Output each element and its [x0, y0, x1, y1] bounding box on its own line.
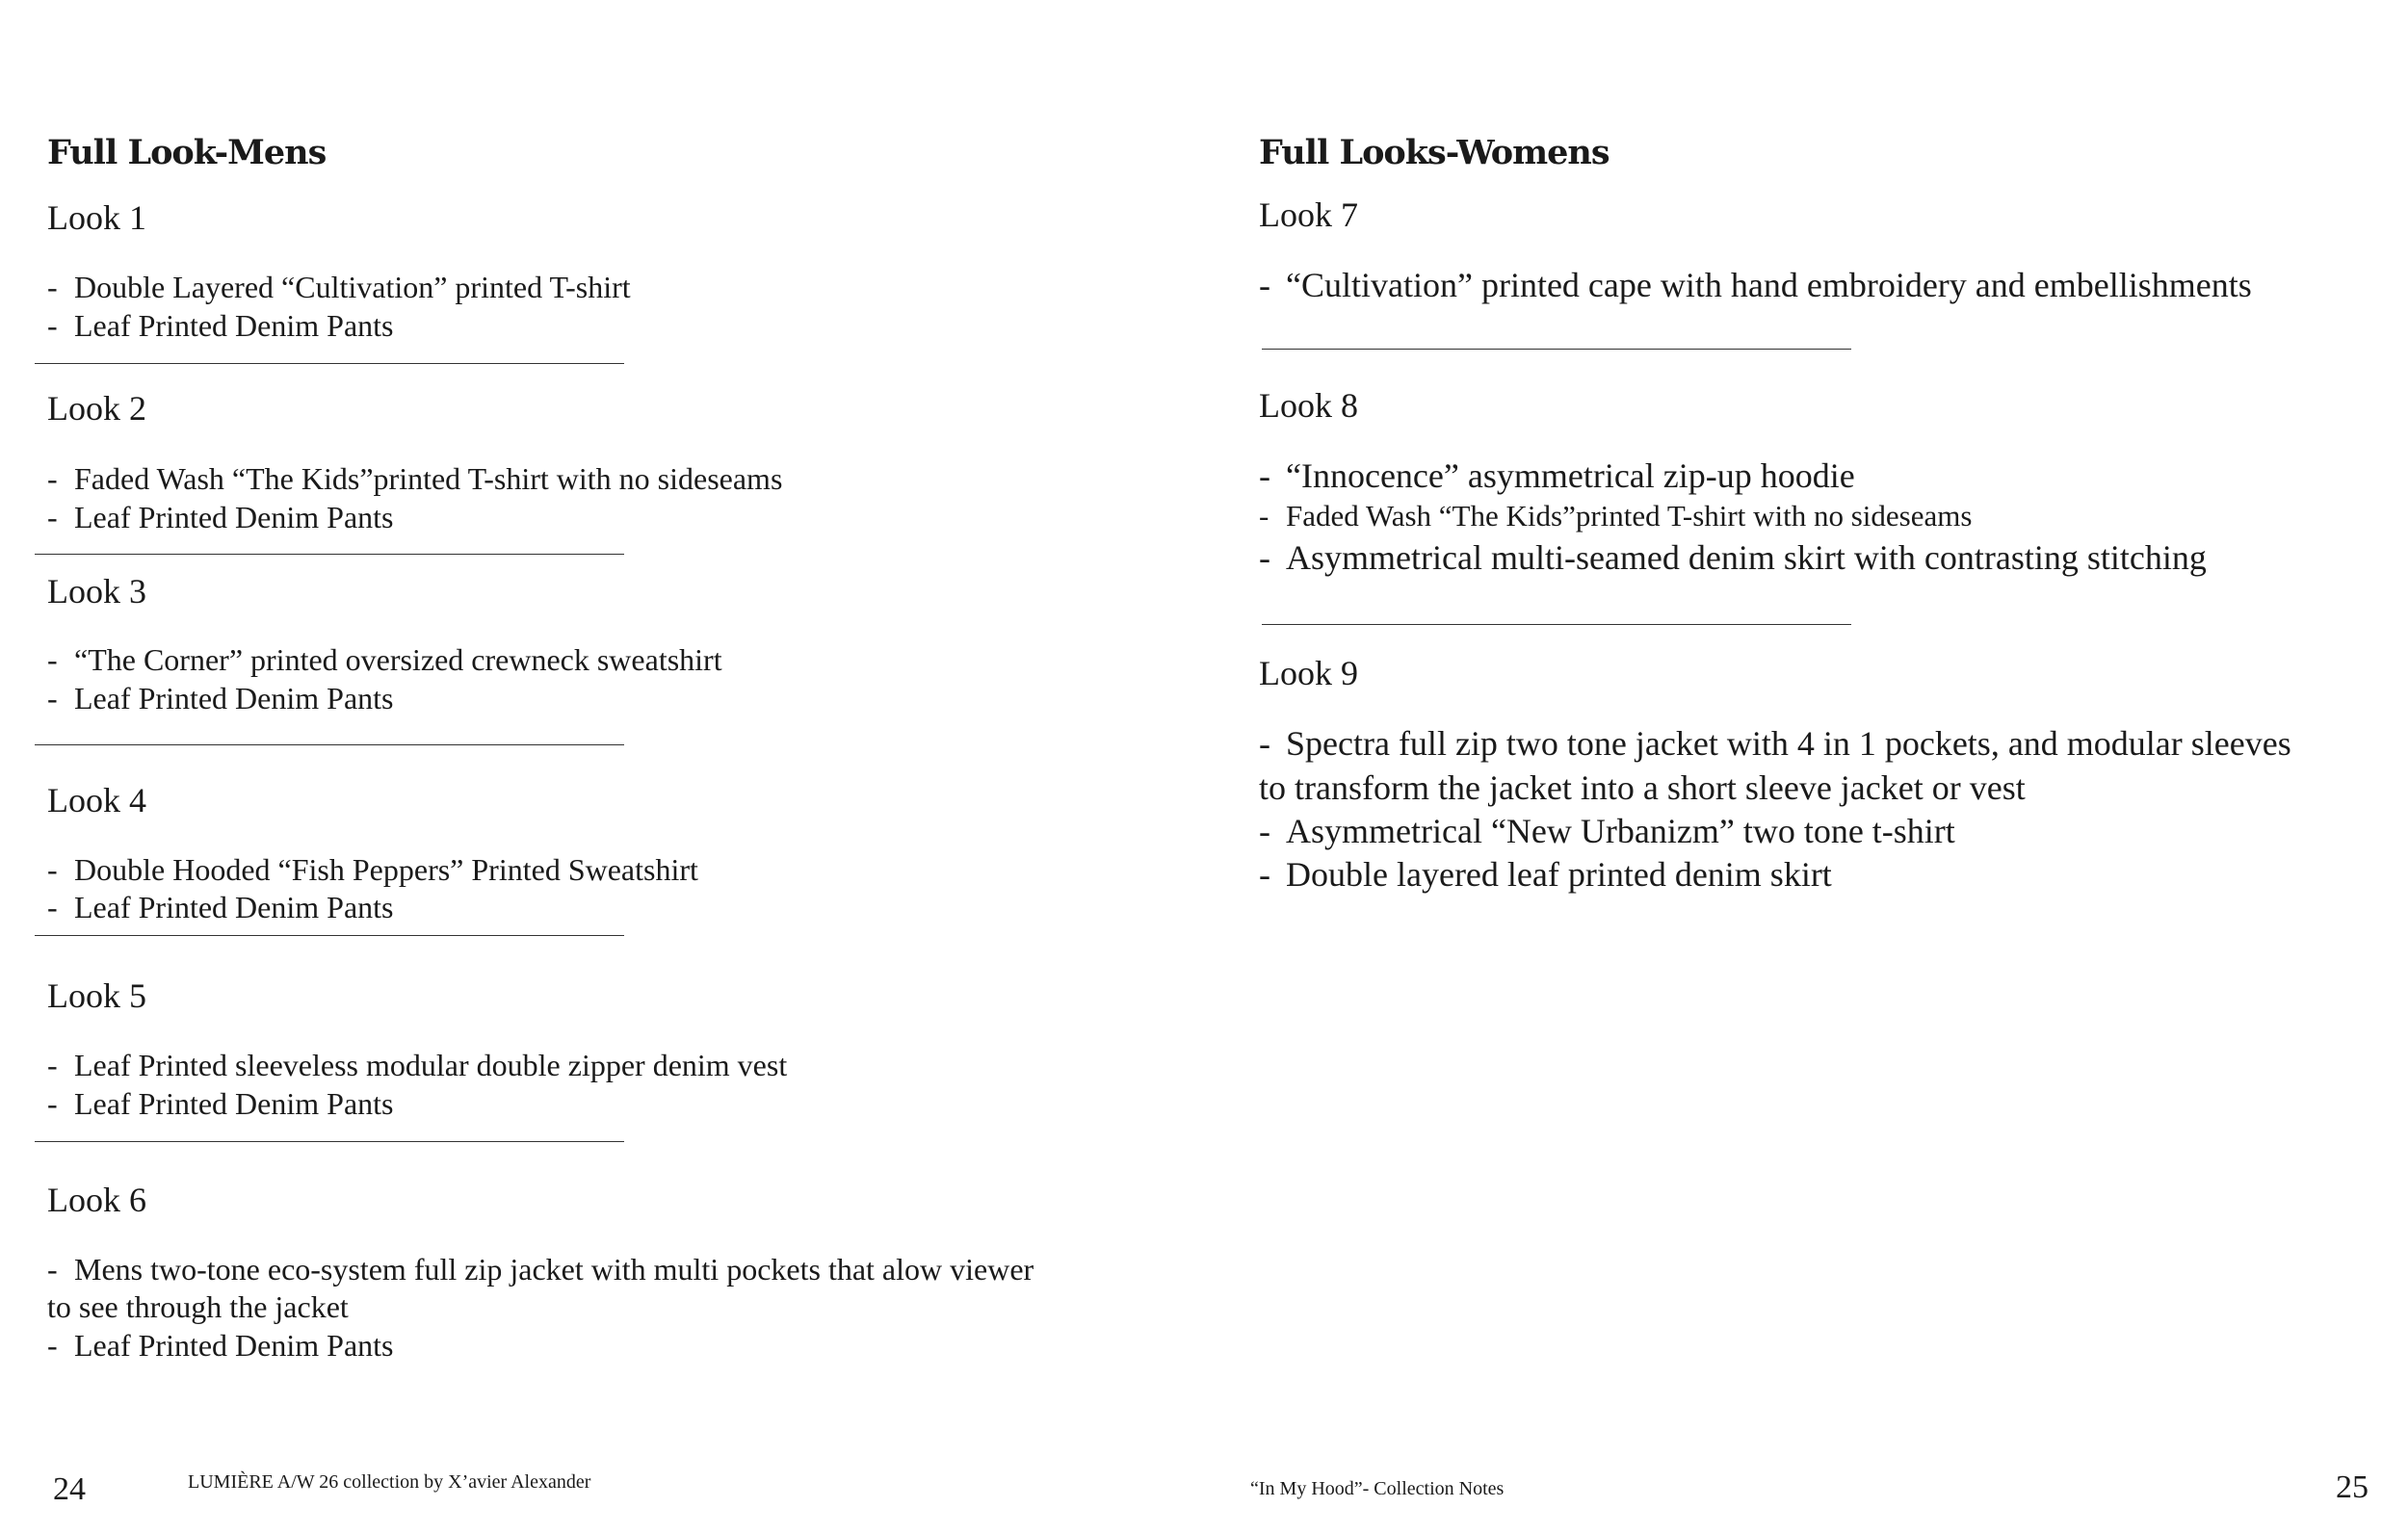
item-text: Double Layered “Cultivation” printed T-shirt — [74, 270, 631, 304]
divider — [35, 935, 624, 936]
look-8-item-1 — [1259, 454, 1855, 498]
item-text: Spectra full zip two tone jacket with 4 in 1 pockets, and modular sleeves — [1286, 724, 2291, 763]
item-text: “Innocence” asymmetrical zip-up hoodie — [1286, 456, 1855, 495]
look-8-item-2 — [1259, 497, 1972, 535]
item-text: Faded Wash “The Kids”printed T-shirt with no sideseams — [74, 461, 783, 496]
item-text: Asymmetrical multi-seamed denim skirt with contrasting stitching — [1286, 538, 2207, 577]
bullet-dash: - — [47, 852, 58, 887]
footer-collection-notes: “In My Hood”- Collection Notes — [1250, 1478, 1505, 1499]
look-6-item-1-cont: to see through the jacket — [47, 1289, 349, 1324]
look-6-title: Look 6 — [47, 1181, 146, 1219]
bullet-dash: - — [1259, 266, 1270, 304]
look-5-item-1 — [47, 1046, 787, 1084]
look-3-item-2 — [47, 679, 393, 717]
look-4-item-2 — [47, 888, 393, 926]
bullet-dash: - — [47, 890, 58, 924]
bullet-dash: - — [1259, 812, 1270, 850]
item-text: Mens two-tone eco-system full zip jacket with multi pockets that alow viewer — [74, 1252, 1034, 1287]
item-text: Leaf Printed Denim Pants — [74, 308, 394, 343]
item-text: Leaf Printed Denim Pants — [74, 1328, 394, 1363]
bullet-dash: - — [1259, 724, 1270, 763]
look-2-item-1 — [47, 459, 782, 498]
item-text: Double layered leaf printed denim skirt — [1286, 855, 1832, 894]
look-7-item-1 — [1259, 263, 2252, 307]
bullet-dash: - — [1259, 456, 1270, 495]
bullet-dash: - — [47, 681, 58, 715]
look-5-title: Look 5 — [47, 976, 146, 1015]
item-text: Leaf Printed Denim Pants — [74, 681, 394, 715]
look-9-item-2 — [1259, 809, 1955, 853]
item-text: Double Hooded “Fish Peppers” Printed Sweatshirt — [74, 852, 698, 887]
item-text: “Cultivation” printed cape with hand embroidery and embellishments — [1286, 266, 2252, 304]
look-9-item-1 — [1259, 721, 2291, 766]
look-3-item-1 — [47, 640, 722, 679]
divider — [35, 554, 624, 555]
bullet-dash: - — [47, 270, 58, 304]
page-number-left: 24 — [53, 1471, 86, 1507]
item-text: Faded Wash “The Kids”printed T-shirt with no sideseams — [1286, 499, 1973, 533]
item-text: Leaf Printed Denim Pants — [74, 890, 394, 924]
look-4-item-1 — [47, 850, 698, 889]
look-9-item-3 — [1259, 852, 1832, 897]
item-text: “The Corner” printed oversized crewneck sweatshirt — [74, 642, 722, 677]
look-1-item-1 — [47, 268, 631, 306]
item-text: Leaf Printed Denim Pants — [74, 500, 394, 534]
womens-heading: Full Looks-Womens — [1259, 133, 1610, 172]
divider — [35, 363, 624, 364]
bullet-dash: - — [1259, 538, 1270, 577]
look-7-title: Look 7 — [1259, 195, 1358, 234]
divider — [35, 1141, 624, 1142]
footer-collection-title: LUMIÈRE A/W 26 collection by X’avier Alexander — [188, 1471, 591, 1493]
look-6-item-2 — [47, 1326, 393, 1365]
bullet-dash: - — [1259, 499, 1269, 533]
look-2-item-2 — [47, 498, 393, 536]
look-6-item-1 — [47, 1250, 1034, 1288]
divider — [1262, 349, 1851, 350]
bullet-dash: - — [47, 1328, 58, 1363]
right-page — [1204, 0, 2408, 1534]
look-8-title: Look 8 — [1259, 386, 1358, 425]
look-1-title: Look 1 — [47, 198, 146, 237]
look-9-title: Look 9 — [1259, 654, 1358, 692]
page-number-right: 25 — [2336, 1469, 2369, 1505]
bullet-dash: - — [47, 308, 58, 343]
bullet-dash: - — [47, 1252, 58, 1287]
bullet-dash: - — [47, 1048, 58, 1082]
look-8-item-3 — [1259, 535, 2207, 580]
bullet-dash: - — [47, 461, 58, 496]
bullet-dash: - — [47, 1086, 58, 1121]
mens-heading: Full Look-Mens — [47, 133, 327, 172]
bullet-dash: - — [47, 500, 58, 534]
item-text: Leaf Printed sleeveless modular double zipper denim vest — [74, 1048, 788, 1082]
bullet-dash: - — [47, 642, 58, 677]
look-5-item-2 — [47, 1084, 393, 1123]
look-4-title: Look 4 — [47, 781, 146, 819]
item-text: Asymmetrical “New Urbanizm” two tone t-shirt — [1286, 812, 1955, 850]
bullet-dash: - — [1259, 855, 1270, 894]
look-1-item-2 — [47, 306, 393, 345]
divider — [1262, 624, 1851, 625]
look-9-item-1-cont: to transform the jacket into a short sleeve jacket or vest — [1259, 768, 2026, 807]
divider — [35, 744, 624, 745]
look-2-title: Look 2 — [47, 389, 146, 428]
item-text: Leaf Printed Denim Pants — [74, 1086, 394, 1121]
look-3-title: Look 3 — [47, 572, 146, 611]
